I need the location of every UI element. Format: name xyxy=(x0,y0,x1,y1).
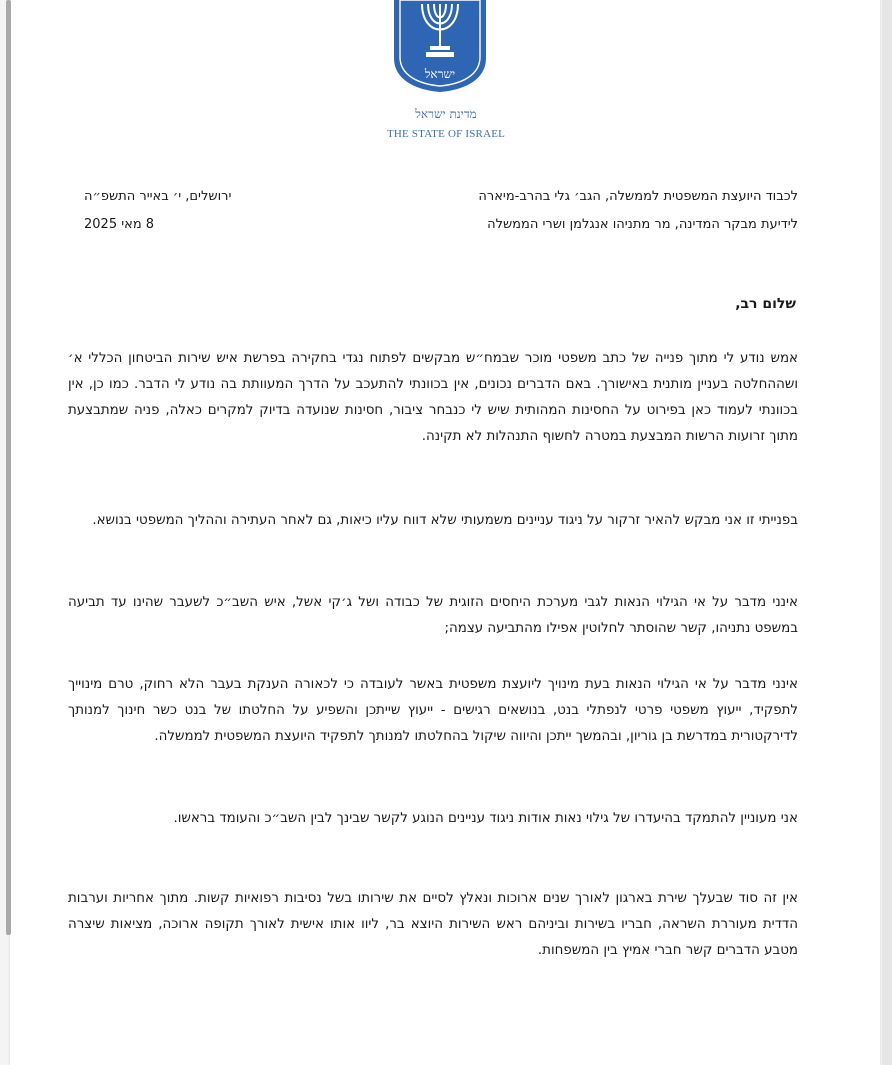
paragraph-2: בפנייתי זו אני מבקש להאיר זרקור על ניגוד עניינים משמעותי שלא דווח עליו כיאות, גם לאחר העתירה וההליך המשפטי בנושא. xyxy=(92,513,798,528)
state-name-english: THE STATE OF ISRAEL xyxy=(386,128,506,140)
greeting: שלום רב, xyxy=(735,296,796,312)
paragraph-5: אני מעוניין להתמקד בהיעדרו של גילוי נאות אודות ניגוד עניינים הנוגע לקשר שבינך לבין השב״כ והעומד בראשו. xyxy=(173,811,798,826)
gregorian-date: 8 מאי 2025 xyxy=(84,217,155,232)
paragraph-6: אין זה סוד שבעלך שירת בארגון לאורך שנים ארוכות ונאלץ לסיים את שירותו בשל נסיבות רפואיות קשות. מתוך אחריות וערבות הדדית מעוררת השראה, חבריו בשירות וביניהם ראש השירות היוצא בר, ליוו אותו אישית לאורך תקופה ארוכה, מציאות שיצרה מטבע הדברים קשר חברי אמיץ בין המשפחות. xyxy=(68,891,798,958)
emblem-text: ישראל xyxy=(424,67,456,81)
page-edge xyxy=(882,0,892,1065)
paragraph-3: אינני מדבר על אי הגילוי הנאות לגבי מערכת היחסים הזוגית של כבודה ושל ג׳קי אשל, איש השב״כ לשעבר שהינו עד תביעה במשפט נתניהו, קשר שהוסתר לחלוטין אפילו מהתביעה עצמה; xyxy=(68,595,798,636)
state-name-hebrew: מדינת ישראל xyxy=(415,107,477,121)
recipient-line-1: לכבוד היועצת המשפטית לממשלה, הגב׳ גלי בהרב-מיארה xyxy=(478,189,798,204)
menorah-emblem-icon xyxy=(392,0,488,92)
scrollbar[interactable] xyxy=(6,0,11,935)
paragraph-1: אמש נודע לי מתוך פנייה של כתב משפטי מוכר שבמח״ש מבקשים לפתוח נגדי בחקירה בפרשת איש שירות הביטחון הכללי א׳ ושההחלטה בעניין מותנית באישורך. באם הדברים נכונים, אין בכוונתי להתעכב על הדרך המעוותת בה נודע לי הדבר. כמו כן, אין בכוונתי לעמוד כאן בפירוט על החסינות המהותית שיש לי כנבחר ציבור, חסינות שנועדה בדיוק למקרים כאלה, פניה שמתבצעת מתוך זרועות הרשות המבצעת במטרה לחשוף התנהלות לא תקינה. xyxy=(68,351,798,444)
hebrew-date: ירושלים, י׳ באייר התשפ״ה xyxy=(84,189,232,204)
paragraph-4: אינני מדבר על אי הגילוי הנאות בעת מינויך ליועצת משפטית באשר לעובדה כי לכאורה הענקת בעבר הלא רחוק, טרם מינוייך לתפקיד, ייעוץ משפטי פרטי לנפתלי בנט, בנושאים רגישים - ייעוץ שייתכן והשפיע על החלטתו של בנט כשר חינוך למנותך לדירקטורית במדרשת בן גוריון, ובהמשך ייתכן והיווה שיקול בהחלטתו למנותך לתפקיד היועצת המשפטית לממשלה. xyxy=(68,677,798,744)
recipient-line-2: לידיעת מבקר המדינה, מר מתניהו אנגלמן ושרי הממשלה xyxy=(487,217,798,232)
